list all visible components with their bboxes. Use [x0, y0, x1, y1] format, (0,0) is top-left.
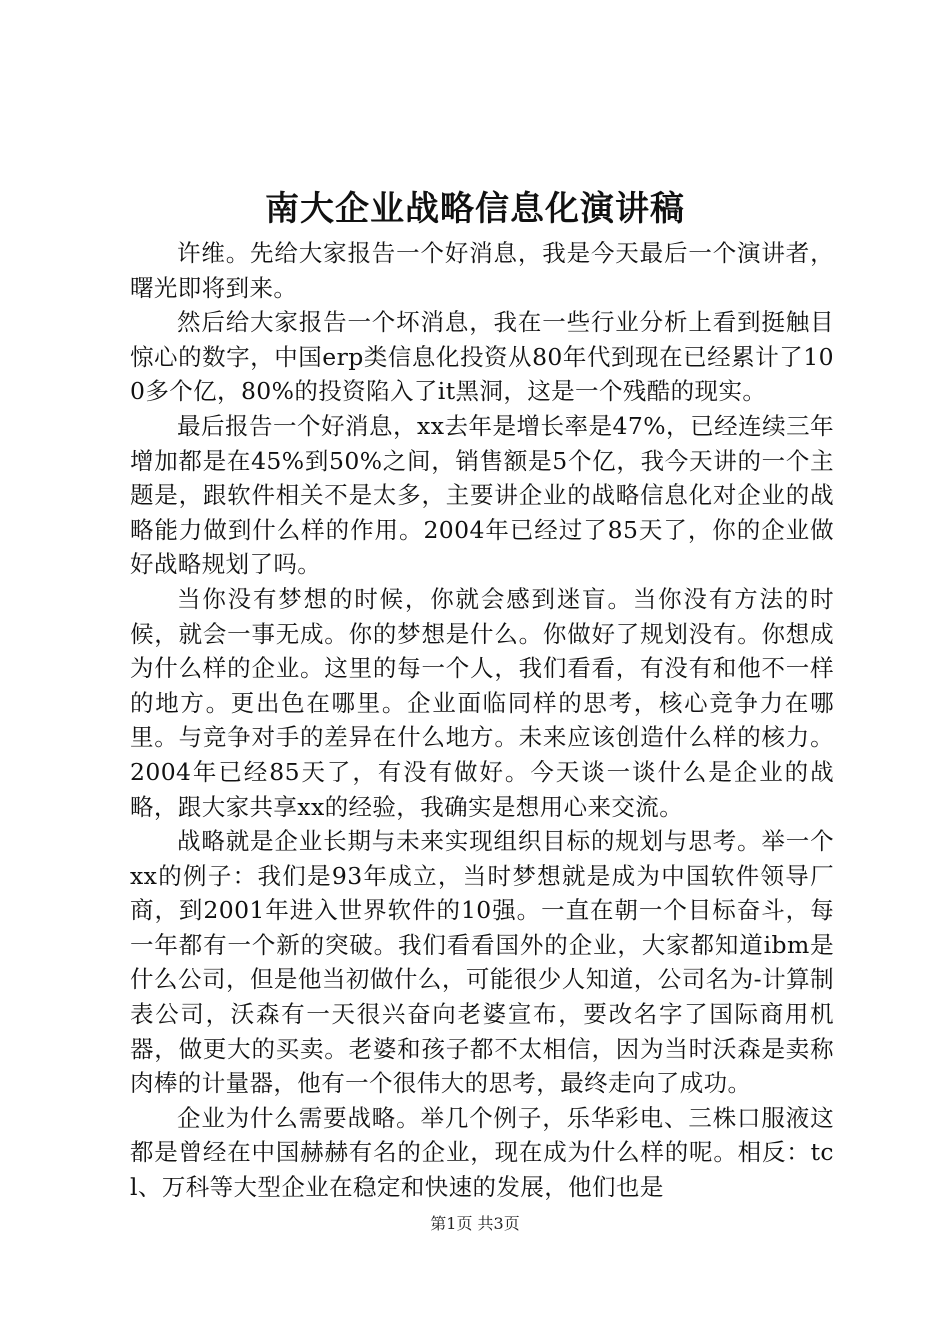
paragraph-6: 企业为什么需要战略。举几个例子，乐华彩电、三株口服液这都是曾经在中国赫赫有名的企业，现在成为什么样的呢。相反：tcl、万科等大型企业在稳定和快速的发展，他们也是 — [130, 1103, 834, 1202]
paragraph-1: 许维。先给大家报告一个好消息，我是今天最后一个演讲者，曙光即将到来。 — [130, 239, 834, 302]
paragraph-3: 最后报告一个好消息，xx去年是增长率是47%，已经连续三年增加都是在45%到50%之间，销售额是5个亿，我今天讲的一个主题是，跟软件相关不是太多，主要讲企业的战略信息化对企业的战略能力做到什么样的作用。2004年已经过了85天了，你的企业做好战略规划了吗。 — [130, 411, 834, 579]
paragraph-2: 然后给大家报告一个坏消息，我在一些行业分析上看到挺触目惊心的数字，中国erp类信息化投资从80年代到现在已经累计了100多个亿，80%的投资陷入了it黑洞，这是一个残酷的现实。 — [130, 308, 834, 406]
document-body — [130, 236, 834, 1205]
paragraph-5: 战略就是企业长期与未来实现组织目标的规划与思考。举一个xx的例子：我们是93年成立，当时梦想就是成为中国软件领导厂商，到2001年进入世界软件的10强。一直在朝一个目标奋斗，每一年都有一个新的突破。我们看看国外的企业，大家都知道ibm是什么公司，但是他当初做什么，可能很少人知道，公司名为-计算制表公司，沃森有一天很兴奋向老婆宣布，要改名字了国际商用机器，做更大的买卖。老婆和孩子都不太相信，因为当时沃森是卖称肉棒的计量器，他有一个很伟大的思考，最终走向了成功。 — [130, 827, 834, 1098]
document-title: 南大企业战略信息化演讲稿 — [265, 189, 685, 229]
paragraph-4: 当你没有梦想的时候，你就会感到迷盲。当你没有方法的时候，就会一事无成。你的梦想是什么。你做好了规划没有。你想成为什么样的企业。这里的每一个人，我们看看，有没有和他不一样的地方。更出色在哪里。企业面临同样的思考，核心竞争力在哪里。与竞争对手的差异在什么地方。未来应该创造什么样的核力。2004年已经85天了，有没有做好。今天谈一谈什么是企业的战略，跟大家共享xx的经验，我确实是想用心来交流。 — [130, 584, 834, 821]
page-footer: 第1页 共3页 — [430, 1214, 520, 1233]
